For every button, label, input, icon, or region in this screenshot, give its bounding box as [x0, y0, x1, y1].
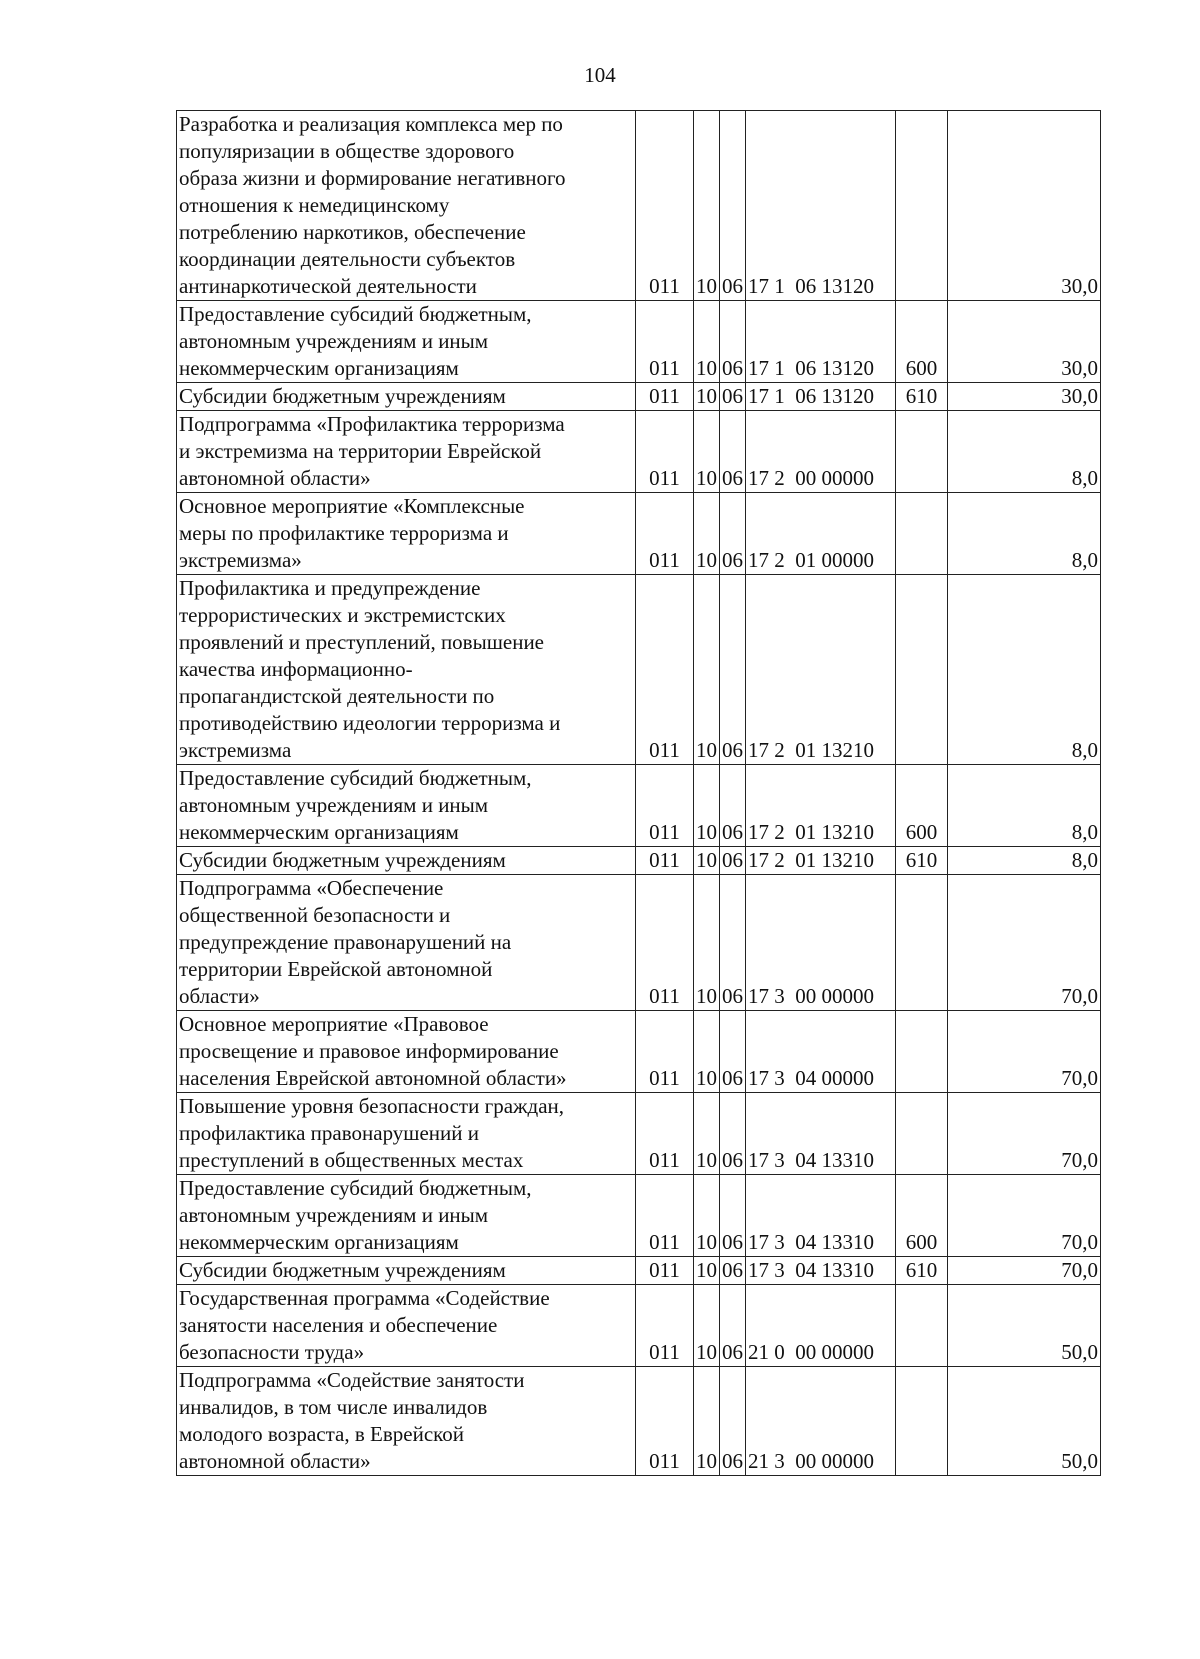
subsection-code-cell: 06	[720, 1257, 746, 1285]
expense-kind-cell	[896, 1093, 948, 1175]
section-code-cell: 10	[694, 1093, 720, 1175]
amount-cell: 8,0	[948, 493, 1101, 575]
subsection-code-cell: 06	[720, 301, 746, 383]
section-code-cell: 10	[694, 575, 720, 765]
target-article-cell: 17 2 01 13210	[746, 575, 896, 765]
target-article-cell: 17 3 04 13310	[746, 1175, 896, 1257]
expense-kind-cell	[896, 1285, 948, 1367]
expense-name-cell	[177, 1093, 636, 1175]
expense-name-line: территории Еврейской автономной	[179, 957, 493, 981]
expense-name-line: потреблению наркотиков, обеспечение	[179, 220, 526, 244]
section-code-cell: 10	[694, 1367, 720, 1476]
expense-name-line: Субсидии бюджетным учреждениям	[179, 384, 506, 408]
ministry-code-cell: 011	[636, 301, 694, 383]
target-article-cell: 17 2 01 13210	[746, 765, 896, 847]
amount-cell: 8,0	[948, 575, 1101, 765]
expense-kind-cell: 610	[896, 383, 948, 411]
target-article-cell: 17 2 00 00000	[746, 411, 896, 493]
expense-name-line: Разработка и реализация комплекса мер по	[179, 112, 563, 136]
expense-kind-cell	[896, 411, 948, 493]
table-row	[177, 1367, 1101, 1476]
expense-name-line: общественной безопасности и	[179, 903, 451, 927]
ministry-code-cell: 011	[636, 111, 694, 301]
table-row	[177, 1257, 1101, 1285]
ministry-code-cell: 011	[636, 1367, 694, 1476]
subsection-code-cell: 06	[720, 411, 746, 493]
expense-name-line: Основное мероприятие «Правовое	[179, 1012, 489, 1036]
amount-cell: 30,0	[948, 301, 1101, 383]
ministry-code-cell: 011	[636, 1257, 694, 1285]
expense-name-line: Профилактика и предупреждение	[179, 576, 481, 600]
table-row	[177, 1285, 1101, 1367]
table-row	[177, 411, 1101, 493]
target-article-cell: 17 3 04 13310	[746, 1093, 896, 1175]
expense-name-cell	[177, 383, 636, 411]
expense-name-line: области»	[179, 984, 260, 1008]
ministry-code-cell: 011	[636, 847, 694, 875]
target-article-cell: 17 1 06 13120	[746, 383, 896, 411]
budget-table	[176, 110, 1101, 1476]
expense-name-line: проявлений и преступлений, повышение	[179, 630, 544, 654]
expense-kind-cell	[896, 1367, 948, 1476]
expense-name-cell	[177, 1011, 636, 1093]
target-article-cell: 17 1 06 13120	[746, 301, 896, 383]
amount-cell: 70,0	[948, 1257, 1101, 1285]
amount-cell: 8,0	[948, 847, 1101, 875]
amount-cell: 30,0	[948, 383, 1101, 411]
subsection-code-cell: 06	[720, 1175, 746, 1257]
target-article-cell: 21 3 00 00000	[746, 1367, 896, 1476]
expense-name-line: автономным учреждениям и иным	[179, 793, 489, 817]
table-row	[177, 575, 1101, 765]
table-row	[177, 111, 1101, 301]
subsection-code-cell: 06	[720, 493, 746, 575]
expense-name-line: преступлений в общественных местах	[179, 1148, 524, 1172]
table-row	[177, 875, 1101, 1011]
amount-cell: 8,0	[948, 765, 1101, 847]
expense-name-line: автономным учреждениям и иным	[179, 329, 489, 353]
subsection-code-cell: 06	[720, 1285, 746, 1367]
section-code-cell: 10	[694, 111, 720, 301]
expense-name-cell	[177, 1367, 636, 1476]
section-code-cell: 10	[694, 493, 720, 575]
expense-name-line: экстремизма»	[179, 548, 302, 572]
expense-name-line: Предоставление субсидий бюджетным,	[179, 1176, 532, 1200]
section-code-cell: 10	[694, 1175, 720, 1257]
target-article-cell: 17 3 04 00000	[746, 1011, 896, 1093]
amount-cell: 70,0	[948, 875, 1101, 1011]
expense-kind-cell: 600	[896, 1175, 948, 1257]
section-code-cell: 10	[694, 765, 720, 847]
target-article-cell: 17 2 01 13210	[746, 847, 896, 875]
expense-name-cell	[177, 765, 636, 847]
table-row	[177, 1093, 1101, 1175]
expense-name-line: Предоставление субсидий бюджетным,	[179, 766, 532, 790]
expense-name-line: Предоставление субсидий бюджетным,	[179, 302, 532, 326]
expense-name-cell	[177, 301, 636, 383]
section-code-cell: 10	[694, 1011, 720, 1093]
expense-name-line: некоммерческим организациям	[179, 1230, 459, 1254]
ministry-code-cell: 011	[636, 875, 694, 1011]
expense-name-line: населения Еврейской автономной области»	[179, 1066, 567, 1090]
expense-name-line: противодействию идеологии терроризма и	[179, 711, 561, 735]
subsection-code-cell: 06	[720, 111, 746, 301]
expense-name-cell	[177, 847, 636, 875]
expense-name-cell	[177, 411, 636, 493]
ministry-code-cell: 011	[636, 575, 694, 765]
section-code-cell: 10	[694, 1285, 720, 1367]
expense-name-line: популяризации в обществе здорового	[179, 139, 515, 163]
section-code-cell: 10	[694, 383, 720, 411]
target-article-cell: 17 2 01 00000	[746, 493, 896, 575]
amount-cell: 70,0	[948, 1093, 1101, 1175]
amount-cell: 70,0	[948, 1175, 1101, 1257]
expense-kind-cell: 600	[896, 765, 948, 847]
expense-name-cell	[177, 1285, 636, 1367]
expense-kind-cell	[896, 111, 948, 301]
subsection-code-cell: 06	[720, 1367, 746, 1476]
target-article-cell: 21 0 00 00000	[746, 1285, 896, 1367]
expense-kind-cell	[896, 875, 948, 1011]
expense-name-line: пропагандистской деятельности по	[179, 684, 495, 708]
expense-name-line: Государственная программа «Содействие	[179, 1286, 550, 1310]
amount-cell: 70,0	[948, 1011, 1101, 1093]
ministry-code-cell: 011	[636, 1093, 694, 1175]
expense-name-line: Подпрограмма «Обеспечение	[179, 876, 444, 900]
expense-name-line: антинаркотической деятельности	[179, 274, 477, 298]
section-code-cell: 10	[694, 847, 720, 875]
expense-name-line: Повышение уровня безопасности граждан,	[179, 1094, 565, 1118]
expense-kind-cell	[896, 575, 948, 765]
table-row	[177, 1175, 1101, 1257]
subsection-code-cell: 06	[720, 575, 746, 765]
expense-name-line: инвалидов, в том числе инвалидов	[179, 1395, 488, 1419]
expense-name-line: и экстремизма на территории Еврейской	[179, 439, 542, 463]
expense-name-line: предупреждение правонарушений на	[179, 930, 512, 954]
expense-name-cell	[177, 875, 636, 1011]
table-row	[177, 1011, 1101, 1093]
amount-cell: 50,0	[948, 1367, 1101, 1476]
expense-name-line: Субсидии бюджетным учреждениям	[179, 848, 506, 872]
amount-cell: 8,0	[948, 411, 1101, 493]
expense-name-line: экстремизма	[179, 738, 292, 762]
expense-name-cell	[177, 1175, 636, 1257]
subsection-code-cell: 06	[720, 875, 746, 1011]
section-code-cell: 10	[694, 875, 720, 1011]
ministry-code-cell: 011	[636, 1175, 694, 1257]
subsection-code-cell: 06	[720, 765, 746, 847]
target-article-cell: 17 3 04 13310	[746, 1257, 896, 1285]
expense-name-line: некоммерческим организациям	[179, 356, 459, 380]
expense-name-line: отношения к немедицинскому	[179, 193, 450, 217]
expense-name-line: некоммерческим организациям	[179, 820, 459, 844]
subsection-code-cell: 06	[720, 1011, 746, 1093]
expense-name-line: Основное мероприятие «Комплексные	[179, 494, 525, 518]
ministry-code-cell: 011	[636, 765, 694, 847]
expense-kind-cell	[896, 1011, 948, 1093]
expense-name-line: Подпрограмма «Профилактика терроризма	[179, 412, 565, 436]
ministry-code-cell: 011	[636, 1285, 694, 1367]
expense-name-line: молодого возраста, в Еврейской	[179, 1422, 465, 1446]
table-row	[177, 847, 1101, 875]
expense-kind-cell: 610	[896, 1257, 948, 1285]
table-row	[177, 383, 1101, 411]
expense-name-line: координации деятельности субъектов	[179, 247, 516, 271]
section-code-cell: 10	[694, 411, 720, 493]
expense-name-line: меры по профилактике терроризма и	[179, 521, 509, 545]
page-number: 104	[584, 63, 616, 87]
table-row	[177, 493, 1101, 575]
target-article-cell: 17 1 06 13120	[746, 111, 896, 301]
amount-cell: 30,0	[948, 111, 1101, 301]
expense-name-line: Подпрограмма «Содействие занятости	[179, 1368, 525, 1392]
expense-name-line: автономным учреждениям и иным	[179, 1203, 489, 1227]
ministry-code-cell: 011	[636, 1011, 694, 1093]
expense-name-cell	[177, 111, 636, 301]
ministry-code-cell: 011	[636, 383, 694, 411]
expense-name-line: террористических и экстремистских	[179, 603, 506, 627]
expense-name-line: занятости населения и обеспечение	[179, 1313, 498, 1337]
expense-name-line: качества информационно-	[179, 657, 413, 681]
section-code-cell: 10	[694, 301, 720, 383]
expense-name-line: Субсидии бюджетным учреждениям	[179, 1258, 506, 1282]
expense-name-line: автономной области»	[179, 1449, 371, 1473]
expense-name-line: безопасности труда»	[179, 1340, 365, 1364]
ministry-code-cell: 011	[636, 411, 694, 493]
expense-name-line: просвещение и правовое информирование	[179, 1039, 559, 1063]
table-row	[177, 301, 1101, 383]
expense-name-cell	[177, 493, 636, 575]
subsection-code-cell: 06	[720, 383, 746, 411]
section-code-cell: 10	[694, 1257, 720, 1285]
expense-name-line: образа жизни и формирование негативного	[179, 166, 566, 190]
subsection-code-cell: 06	[720, 1093, 746, 1175]
ministry-code-cell: 011	[636, 493, 694, 575]
expense-name-line: профилактика правонарушений и	[179, 1121, 479, 1145]
expense-name-line: автономной области»	[179, 466, 371, 490]
table-row	[177, 765, 1101, 847]
expense-name-cell	[177, 1257, 636, 1285]
expense-kind-cell: 600	[896, 301, 948, 383]
amount-cell: 50,0	[948, 1285, 1101, 1367]
expense-name-cell	[177, 575, 636, 765]
target-article-cell: 17 3 00 00000	[746, 875, 896, 1011]
expense-kind-cell: 610	[896, 847, 948, 875]
expense-kind-cell	[896, 493, 948, 575]
subsection-code-cell: 06	[720, 847, 746, 875]
